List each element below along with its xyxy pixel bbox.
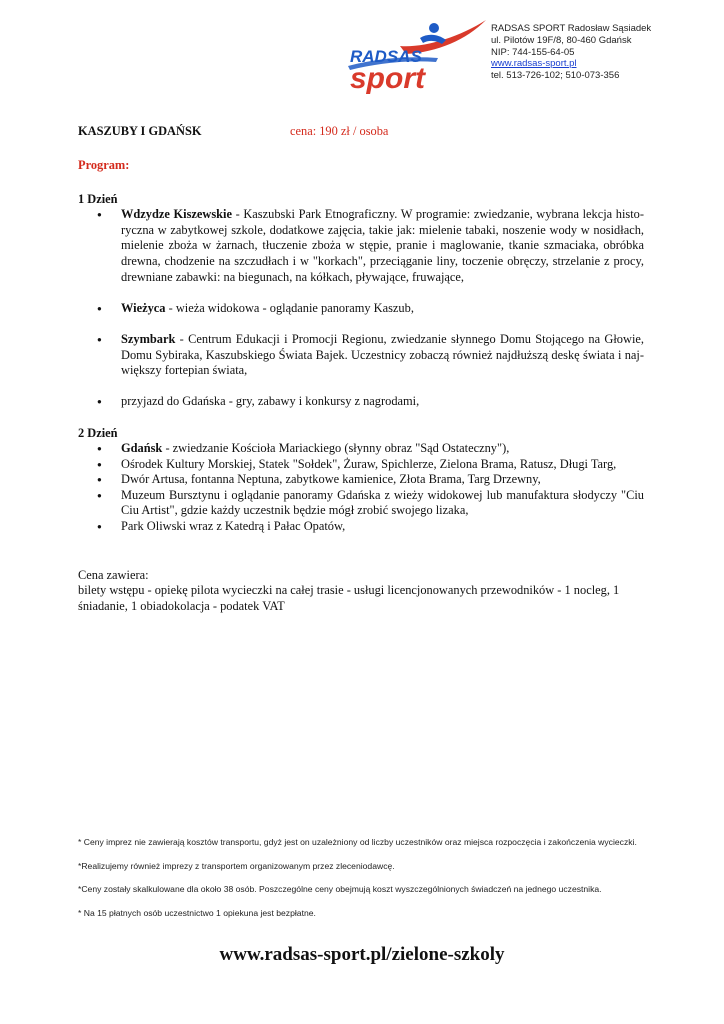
day1-label: 1 Dzień [78, 191, 118, 206]
list-item: ● Wieżyca - wieża widokowa - oglądanie panoramy Kaszub, [78, 301, 644, 317]
radsas-sport-logo [338, 18, 488, 98]
footer-url: www.radsas-sport.pl/zielone-szkoly [219, 944, 505, 965]
company-phone: tel. 513-726-102; 510-073-356 [491, 70, 620, 82]
footnote: *Realizujemy również imprezy z transportem organizowanym przez zleceniodawcę. [78, 860, 395, 871]
company-website-link[interactable]: www.radsas-sport.pl [491, 58, 577, 70]
trip-price: cena: 190 zł / osoba [290, 124, 389, 138]
list-item: ● Ośrodek Kultury Morskiej, Statek "Sołdek", Żuraw, Spichlerze, Zielona Brama, Ratusz, Długi Targ, [78, 457, 644, 473]
list-item: ● Muzeum Bursztynu i oglądanie panoramy Gdańska z wieży widokowej lub manufaktura słodyczy "Ciu Ciu Artist", gdzie każdy uczestnik będzie mógł zrobić swojego lizaka, [78, 488, 644, 519]
price-includes-label: Cena zawiera: [78, 567, 149, 582]
price-includes-text: bilety wstępu - opiekę pilota wycieczki na całej trasie - usługi licencjonowanych przewodników - 1 nocleg, 1 śniadanie, 1 obiadokolacja - podatek VAT [78, 583, 620, 613]
day2-label: 2 Dzień [78, 425, 118, 440]
trip-title: KASZUBY I GDAŃSK [78, 124, 202, 138]
company-name: RADSAS SPORT Radosław Sąsiadek [491, 23, 652, 34]
logo-graphic [338, 18, 488, 98]
footnote: * Ceny imprez nie zawierają kosztów transportu, gdyż jest on uzależniony od liczby uczestników oraz miejsca rozpoczęcia i zakończenia wycieczki. [78, 837, 637, 847]
logo-text-bottom: sport [350, 62, 425, 95]
list-item: ● Wdzydze Kiszewskie - Kaszubski Park Etnograficzny. W programie: zwiedzanie, wybrana lekcja histo-ryczna w zabytkowej szkole, dodatkowe zajęcia, takie jak: mielenie tabaki, noszenie wody w nosidłach, mielenie zboża w żarnach, tłuczenie zboża w stępie, pranie i maglowanie, tkanie szmaciaka, obróbka drewna, chodzenie na szczudłach i w "korkach", przeciąganie liny, toczenie obręczy, strzelanie z procy, drewniane zabawki: na biegunach, na kółkach, pływające, fruwające, [78, 207, 644, 285]
company-nip: NIP: 744-155-64-05 [491, 46, 575, 58]
document-body [78, 124, 644, 614]
company-info [491, 23, 651, 82]
list-item: ● Park Oliwski wraz z Katedrą i Pałac Opatów, [78, 519, 644, 535]
list-item: ● Szymbark - Centrum Edukacji i Promocji Regionu, zwiedzanie słynnego Domu Stojącego na Głowie, Domu Sybiraka, Kaszubskiego Świata Bajek. Uczestnicy zobaczą również najdłuższą deskę świata i naj-większy fortepian świata, [78, 332, 644, 379]
day2-list [78, 441, 644, 535]
footnote: *Ceny zostały skalkulowane dla około 38 osób. Poszczególne ceny obejmują koszt wyszczególnionych świadczeń na jednego uczestnika. [78, 884, 602, 894]
program-label: Program: [78, 158, 130, 172]
footnote: * Na 15 płatnych osób uczestnictwo 1 opiekuna jest bezpłatne. [78, 907, 316, 918]
day1-list [78, 207, 644, 410]
list-item: ● przyjazd do Gdańska - gry, zabawy i konkursy z nagrodami, [78, 394, 644, 410]
company-address: ul. Pilotów 19F/8, 80-460 Gdańsk [491, 34, 632, 46]
list-item: ● Gdańsk - zwiedzanie Kościoła Mariackiego (słynny obraz "Sąd Ostateczny"), [78, 441, 644, 457]
title-row [78, 124, 644, 140]
footnotes [78, 837, 648, 931]
list-item: ● Dwór Artusa, fontanna Neptuna, zabytkowe kamienice, Złota Brama, Targ Drzewny, [78, 472, 644, 488]
logo-text-top: RADSAS [350, 47, 422, 66]
